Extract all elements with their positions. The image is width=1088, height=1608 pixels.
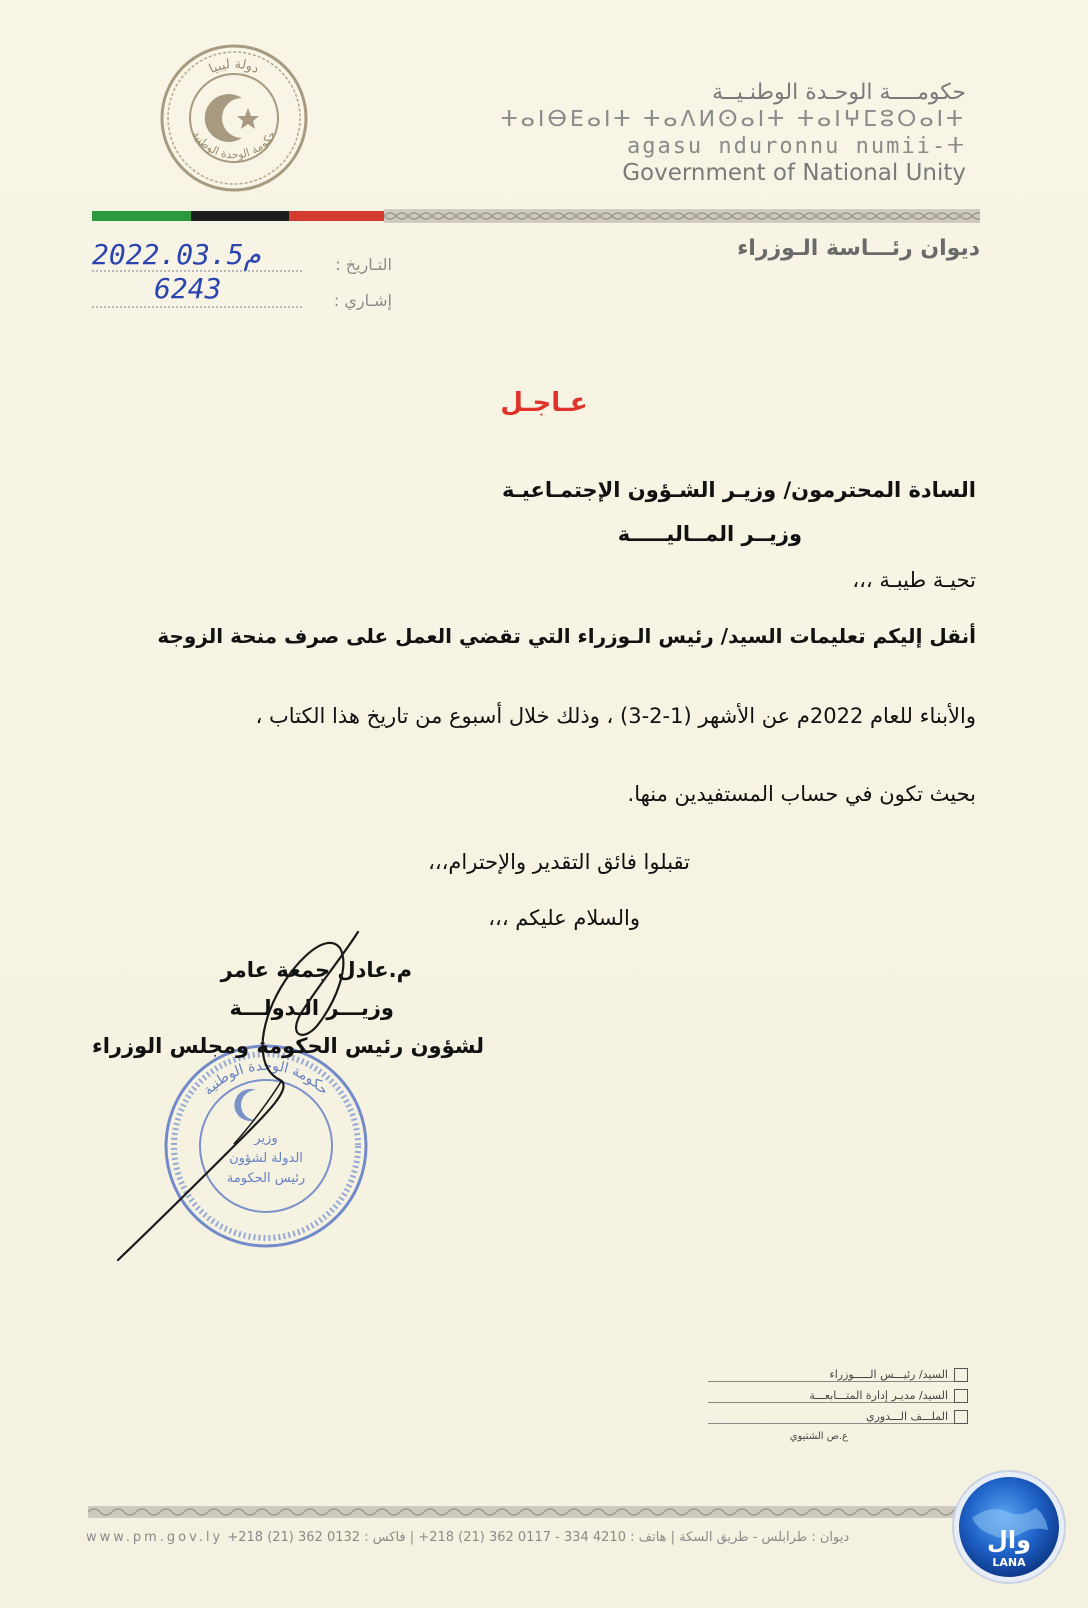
svg-text:حكومة الوحدة الوطنية xyxy=(190,128,279,161)
date-handwritten: 2022.03.5م xyxy=(92,238,261,271)
government-name-amazigh: agasu nduronnu numii-ⵜ xyxy=(626,134,966,159)
cc-line-3 xyxy=(708,1410,968,1424)
flag-red-segment xyxy=(289,211,388,221)
date-row xyxy=(92,240,392,280)
stamp-center-line-2: الدولة لشؤون xyxy=(229,1151,303,1166)
stamp-ring-text: حكومة الوحدة الوطنية xyxy=(200,1057,332,1099)
government-name-english: Government of National Unity xyxy=(622,160,966,186)
signatory-name: م.عادل جمعة عامر xyxy=(220,958,412,982)
stamp-center-line-1: وزير xyxy=(254,1131,278,1146)
lana-logo-latin: LANA xyxy=(992,1556,1026,1569)
cc-initials: ع.ص الشتيوي xyxy=(789,1431,848,1442)
body-paragraph-3: بحيث تكون في حساب المستفيدين منها. xyxy=(627,782,976,806)
reference-label: إشـاري : xyxy=(333,291,392,310)
signatory-role: لشؤون رئيس الحكومة ومجلس الوزراء xyxy=(91,1034,484,1058)
closing-peace: والسلام عليكم ،،، xyxy=(488,906,640,930)
cc-line-2-text: السيد/ مديـر إدارة المتـــابعـــة xyxy=(809,1389,948,1402)
footer-phone-label: هاتف : xyxy=(630,1530,667,1545)
cc-checkbox-1 xyxy=(954,1368,968,1382)
addressee-line-1: السادة المحترمون/ وزيـر الشـؤون الإجتمـاعيـة xyxy=(501,478,976,502)
footer-contact: www.pm.gov.ly +218 (21) 362 0132 فاكس : | +218 (21) 362 0117 - 334 4210 هاتف : | ديوان : طرابلس - طريق السكة xyxy=(86,1530,850,1545)
greeting: تحيـة طيبـة ،،، xyxy=(852,568,976,592)
cc-checkbox-3 xyxy=(954,1410,968,1424)
closing-respect: تقبلوا فائق التقدير والإحترام،،، xyxy=(428,850,690,874)
flag-black-segment xyxy=(191,211,290,221)
body-paragraph-2: والأبناء للعام 2022م عن الأشهر (1-2-3) ، وذلك خلال أسبوع من تاريخ هذا الكتاب ، xyxy=(255,704,976,728)
government-name-arabic: حكومــــة الوحـدة الوطنـيــة xyxy=(712,80,966,105)
stamp-center-line-3: رئيس الحكومة xyxy=(226,1171,306,1186)
office-name: ديوان رئـــاسة الـوزراء xyxy=(737,236,980,261)
header-ornament-bar xyxy=(384,209,980,223)
footer-website: www.pm.gov.ly xyxy=(86,1530,224,1545)
lana-logo-icon xyxy=(950,1468,1068,1586)
footer-phone: +218 (21) 362 0117 - 334 4210 xyxy=(418,1530,626,1545)
seal-top-text: دولة ليبيا xyxy=(206,56,262,78)
cc-checkbox-2 xyxy=(954,1389,968,1403)
cc-line-3-text: الملـــف الـــدوري xyxy=(865,1410,948,1423)
lana-logo-arabic: وال xyxy=(987,1526,1031,1554)
letterhead xyxy=(501,80,966,186)
footer-fax: +218 (21) 362 0132 xyxy=(227,1530,361,1545)
footer-fax-label: فاكس : xyxy=(364,1530,406,1545)
reference-row xyxy=(92,272,392,316)
handwritten-signature-icon xyxy=(110,930,370,1280)
flag-color-bar xyxy=(92,211,388,221)
flag-green-segment xyxy=(92,211,191,221)
seal-bottom-text: حكومة الوحدة الوطنية xyxy=(189,128,279,162)
addressee-line-2: وزيــر المــاليـــــة xyxy=(617,522,802,546)
reference-dotted-line xyxy=(92,306,302,308)
date-label: التـاريخ : xyxy=(335,255,392,274)
cc-line-1-text: السيد/ رئيـــس الـــــوزراء xyxy=(829,1368,948,1381)
cc-line-2 xyxy=(708,1389,968,1403)
reference-handwritten: 6243 xyxy=(154,272,222,305)
footer-address: ديوان : طرابلس - طريق السكة xyxy=(679,1530,850,1545)
carbon-copy-list xyxy=(708,1368,968,1442)
libya-state-seal-icon xyxy=(158,42,310,194)
body-paragraph-1: أنقل إليكم تعليمات السيد/ رئيس الـوزراء التي تقضي العمل على صرف منحة الزوجة xyxy=(157,624,976,648)
cc-line-1 xyxy=(708,1368,968,1382)
footer-ornament-bar xyxy=(88,1506,968,1518)
government-name-tifinagh: ⵜⴰⵏⴱⴹⴰⵏⵜ ⵜⴰⴷⵍⵙⴰⵏⵜ ⵜⴰⵏⵖⵎⵓⵔⴰⵏⵜ xyxy=(500,107,966,132)
signatory-title: وزيـــر الـدولـــة xyxy=(229,996,394,1020)
urgent-label: عـاجـل xyxy=(500,388,588,418)
